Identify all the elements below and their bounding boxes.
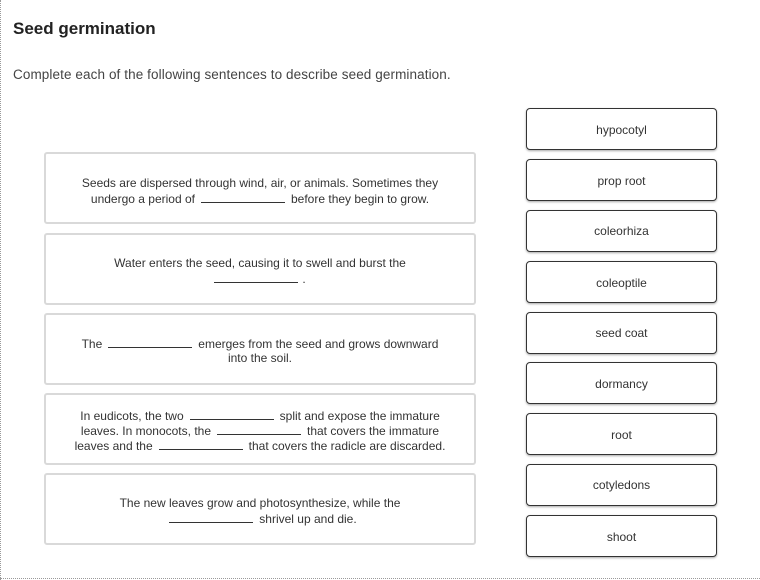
drop-target-blank-1[interactable]	[201, 191, 285, 203]
word-tile-root[interactable]: root	[526, 413, 717, 455]
sentence-3-line-1: The emerges from the seed and grows downward	[81, 337, 439, 351]
sentence-1-line-2: undergo a period of before they begin to grow.	[90, 192, 430, 206]
word-tile-coleorhiza[interactable]: coleorhiza	[526, 210, 717, 252]
drop-target-blank-3[interactable]	[108, 336, 192, 348]
drop-target-blank-7[interactable]	[169, 511, 253, 523]
word-tile-seed-coat[interactable]: seed coat	[526, 312, 717, 354]
sentence-box-5	[44, 473, 476, 545]
sentence-5-line-2: shrivel up and die.	[46, 511, 474, 527]
word-tile-shoot[interactable]: shoot	[526, 515, 717, 557]
sentence-2-line-1: Water enters the seed, causing it to swell and burst the	[114, 256, 406, 270]
sentence-5-line-1: The new leaves grow and photosynthesize, while the	[119, 496, 401, 510]
word-tile-prop-root[interactable]: prop root	[526, 159, 717, 201]
instructions-text: Complete each of the following sentences to describe seed germination.	[13, 67, 451, 82]
drop-target-blank-6[interactable]	[159, 438, 243, 450]
sentence-4-line-3: leaves and the that covers the radicle are discarded.	[74, 439, 446, 453]
sentence-3-line-2: into the soil.	[227, 351, 293, 365]
sentence-1-line-1: Seeds are dispersed through wind, air, or animals. Sometimes they	[81, 176, 439, 190]
sentence-box-3	[44, 313, 476, 385]
sentence-4-line-1: In eudicots, the two split and expose the immature	[80, 409, 440, 423]
left-dotted-border	[0, 0, 2, 580]
sentence-4-line-2: leaves. In monocots, the that covers the immature	[80, 424, 440, 438]
word-tile-hypocotyl[interactable]: hypocotyl	[526, 108, 717, 150]
word-tile-coleoptile[interactable]: coleoptile	[526, 261, 717, 303]
word-tile-dormancy[interactable]: dormancy	[526, 362, 717, 404]
sentence-2-line-2: .	[46, 271, 474, 287]
sentence-box-2	[44, 233, 476, 305]
sentence-box-4	[44, 393, 476, 465]
drop-target-blank-5[interactable]	[217, 423, 301, 435]
page-title: Seed germination	[13, 19, 156, 38]
sentence-box-1	[44, 152, 476, 224]
drop-target-blank-2[interactable]	[214, 271, 298, 283]
word-tile-cotyledons[interactable]: cotyledons	[526, 464, 717, 506]
drop-target-blank-4[interactable]	[190, 408, 274, 420]
